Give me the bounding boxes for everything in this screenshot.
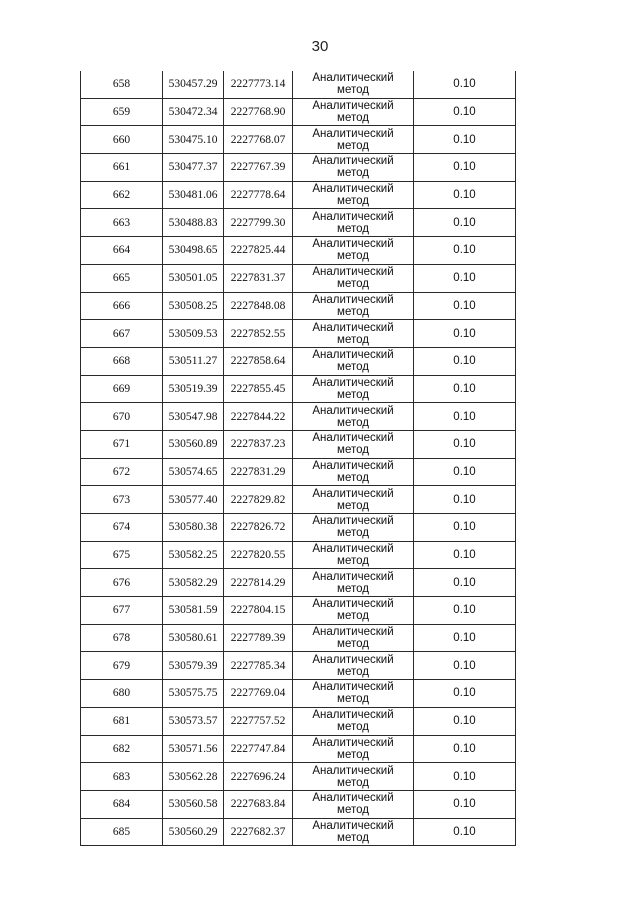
accuracy-cell: 0.10 — [414, 458, 516, 486]
method-label-line1: Аналитический — [312, 183, 394, 196]
method-label-line1: Аналитический — [312, 404, 394, 417]
table-row — [81, 375, 516, 403]
method-cell — [293, 680, 414, 708]
method-label-line2: метод — [337, 804, 369, 817]
y-coordinate-cell: 2227852.55 — [224, 320, 293, 348]
accuracy-cell: 0.10 — [414, 71, 516, 98]
point-number-cell: 683 — [81, 763, 163, 791]
point-number-cell: 662 — [81, 181, 163, 209]
point-number-cell: 685 — [81, 818, 163, 846]
table-row — [81, 320, 516, 348]
method-cell — [293, 790, 414, 818]
method-label-line2: метод — [337, 638, 369, 651]
method-label-line2: метод — [337, 278, 369, 291]
y-coordinate-cell: 2227829.82 — [224, 486, 293, 514]
method-cell — [293, 209, 414, 237]
x-coordinate-cell: 530509.53 — [163, 320, 224, 348]
accuracy-cell: 0.10 — [414, 237, 516, 265]
method-label-line2: метод — [337, 416, 369, 429]
method-cell — [293, 735, 414, 763]
method-label-line1: Аналитический — [312, 321, 394, 334]
y-coordinate-cell: 2227785.34 — [224, 652, 293, 680]
point-number-cell: 659 — [81, 98, 163, 126]
y-coordinate-cell: 2227773.14 — [224, 71, 293, 98]
method-label-line2: метод — [337, 748, 369, 761]
accuracy-cell: 0.10 — [414, 430, 516, 458]
y-coordinate-cell: 2227825.44 — [224, 237, 293, 265]
table-row — [81, 818, 516, 846]
accuracy-cell: 0.10 — [414, 181, 516, 209]
point-number-cell: 658 — [81, 71, 163, 98]
accuracy-cell: 0.10 — [414, 126, 516, 154]
y-coordinate-cell: 2227814.29 — [224, 569, 293, 597]
y-coordinate-cell: 2227826.72 — [224, 514, 293, 542]
method-label-line1: Аналитический — [312, 238, 394, 251]
method-label-line2: метод — [337, 195, 369, 208]
x-coordinate-cell: 530560.58 — [163, 790, 224, 818]
method-label-line1: Аналитический — [312, 155, 394, 168]
x-coordinate-cell: 530582.29 — [163, 569, 224, 597]
method-label-line1: Аналитический — [312, 819, 394, 832]
y-coordinate-cell: 2227858.64 — [224, 347, 293, 375]
method-label-line1: Аналитический — [312, 626, 394, 639]
method-label-line1: Аналитический — [312, 570, 394, 583]
x-coordinate-cell: 530562.28 — [163, 763, 224, 791]
accuracy-cell: 0.10 — [414, 320, 516, 348]
method-label-line2: метод — [337, 388, 369, 401]
method-cell — [293, 126, 414, 154]
x-coordinate-cell: 530560.29 — [163, 818, 224, 846]
method-cell — [293, 71, 414, 98]
method-label-line1: Аналитический — [312, 681, 394, 694]
method-label-line2: метод — [337, 167, 369, 180]
table-row — [81, 486, 516, 514]
point-number-cell: 675 — [81, 541, 163, 569]
method-cell — [293, 375, 414, 403]
accuracy-cell: 0.10 — [414, 514, 516, 542]
x-coordinate-cell: 530475.10 — [163, 126, 224, 154]
method-cell — [293, 486, 414, 514]
y-coordinate-cell: 2227767.39 — [224, 154, 293, 182]
method-label-line1: Аналитический — [312, 709, 394, 722]
point-number-cell: 670 — [81, 403, 163, 431]
method-label-line1: Аналитический — [312, 266, 394, 279]
x-coordinate-cell: 530581.59 — [163, 597, 224, 625]
table-row — [81, 264, 516, 292]
point-number-cell: 682 — [81, 735, 163, 763]
accuracy-cell: 0.10 — [414, 569, 516, 597]
point-number-cell: 676 — [81, 569, 163, 597]
method-label-line1: Аналитический — [312, 210, 394, 223]
y-coordinate-cell: 2227804.15 — [224, 597, 293, 625]
method-label-line1: Аналитический — [312, 792, 394, 805]
y-coordinate-cell: 2227768.90 — [224, 98, 293, 126]
table-row — [81, 652, 516, 680]
method-cell — [293, 597, 414, 625]
table-row — [81, 430, 516, 458]
method-cell — [293, 347, 414, 375]
method-label-line2: метод — [337, 139, 369, 152]
x-coordinate-cell: 530575.75 — [163, 680, 224, 708]
method-cell — [293, 514, 414, 542]
method-label-line1: Аналитический — [312, 764, 394, 777]
table-row — [81, 763, 516, 791]
table-row — [81, 403, 516, 431]
method-label-line1: Аналитический — [312, 376, 394, 389]
method-cell — [293, 458, 414, 486]
method-label-line2: метод — [337, 305, 369, 318]
method-label-line2: метод — [337, 222, 369, 235]
y-coordinate-cell: 2227696.24 — [224, 763, 293, 791]
method-cell — [293, 763, 414, 791]
accuracy-cell: 0.10 — [414, 680, 516, 708]
x-coordinate-cell: 530477.37 — [163, 154, 224, 182]
method-label-line2: метод — [337, 471, 369, 484]
method-cell — [293, 652, 414, 680]
point-number-cell: 671 — [81, 430, 163, 458]
accuracy-cell: 0.10 — [414, 375, 516, 403]
y-coordinate-cell: 2227799.30 — [224, 209, 293, 237]
method-label-line2: метод — [337, 84, 369, 97]
method-label-line1: Аналитический — [312, 487, 394, 500]
point-number-cell: 680 — [81, 680, 163, 708]
x-coordinate-cell: 530560.89 — [163, 430, 224, 458]
y-coordinate-cell: 2227769.04 — [224, 680, 293, 708]
method-cell — [293, 624, 414, 652]
accuracy-cell: 0.10 — [414, 763, 516, 791]
x-coordinate-cell: 530519.39 — [163, 375, 224, 403]
table-row — [81, 514, 516, 542]
table-row — [81, 569, 516, 597]
x-coordinate-cell: 530511.27 — [163, 347, 224, 375]
accuracy-cell: 0.10 — [414, 735, 516, 763]
method-label-line1: Аналитический — [312, 736, 394, 749]
x-coordinate-cell: 530547.98 — [163, 403, 224, 431]
point-number-cell: 673 — [81, 486, 163, 514]
point-number-cell: 681 — [81, 707, 163, 735]
x-coordinate-cell: 530580.38 — [163, 514, 224, 542]
table-row — [81, 181, 516, 209]
table-row — [81, 680, 516, 708]
method-label-line1: Аналитический — [312, 459, 394, 472]
x-coordinate-cell: 530573.57 — [163, 707, 224, 735]
method-cell — [293, 320, 414, 348]
method-label-line1: Аналитический — [312, 127, 394, 140]
point-number-cell: 677 — [81, 597, 163, 625]
x-coordinate-cell: 530579.39 — [163, 652, 224, 680]
method-label-line2: метод — [337, 361, 369, 374]
point-number-cell: 674 — [81, 514, 163, 542]
method-label-line2: метод — [337, 665, 369, 678]
point-number-cell: 668 — [81, 347, 163, 375]
accuracy-cell: 0.10 — [414, 790, 516, 818]
x-coordinate-cell: 530571.56 — [163, 735, 224, 763]
x-coordinate-cell: 530580.61 — [163, 624, 224, 652]
x-coordinate-cell: 530488.83 — [163, 209, 224, 237]
method-cell — [293, 707, 414, 735]
accuracy-cell: 0.10 — [414, 292, 516, 320]
y-coordinate-cell: 2227747.84 — [224, 735, 293, 763]
accuracy-cell: 0.10 — [414, 209, 516, 237]
method-label-line1: Аналитический — [312, 598, 394, 611]
y-coordinate-cell: 2227820.55 — [224, 541, 293, 569]
point-number-cell: 679 — [81, 652, 163, 680]
method-cell — [293, 292, 414, 320]
accuracy-cell: 0.10 — [414, 597, 516, 625]
method-cell — [293, 181, 414, 209]
coordinates-table-body — [81, 71, 516, 846]
y-coordinate-cell: 2227855.45 — [224, 375, 293, 403]
x-coordinate-cell: 530574.65 — [163, 458, 224, 486]
x-coordinate-cell: 530498.65 — [163, 237, 224, 265]
table-row — [81, 735, 516, 763]
point-number-cell: 669 — [81, 375, 163, 403]
accuracy-cell: 0.10 — [414, 624, 516, 652]
method-cell — [293, 237, 414, 265]
x-coordinate-cell: 530481.06 — [163, 181, 224, 209]
method-label-line2: метод — [337, 527, 369, 540]
method-cell — [293, 430, 414, 458]
accuracy-cell: 0.10 — [414, 541, 516, 569]
table-row — [81, 126, 516, 154]
method-label-line2: метод — [337, 250, 369, 263]
method-label-line2: метод — [337, 499, 369, 512]
point-number-cell: 666 — [81, 292, 163, 320]
method-label-line1: Аналитический — [312, 653, 394, 666]
accuracy-cell: 0.10 — [414, 707, 516, 735]
y-coordinate-cell: 2227757.52 — [224, 707, 293, 735]
method-label-line2: метод — [337, 776, 369, 789]
method-cell — [293, 569, 414, 597]
y-coordinate-cell: 2227837.23 — [224, 430, 293, 458]
y-coordinate-cell: 2227768.07 — [224, 126, 293, 154]
y-coordinate-cell: 2227682.37 — [224, 818, 293, 846]
method-label-line2: метод — [337, 831, 369, 844]
method-label-line1: Аналитический — [312, 349, 394, 362]
point-number-cell: 661 — [81, 154, 163, 182]
table-row — [81, 292, 516, 320]
page-number: 30 — [311, 38, 329, 55]
method-label-line2: метод — [337, 444, 369, 457]
method-label-line1: Аналитический — [312, 293, 394, 306]
table-row — [81, 707, 516, 735]
method-cell — [293, 264, 414, 292]
accuracy-cell: 0.10 — [414, 347, 516, 375]
table-row — [81, 597, 516, 625]
coordinates-table — [80, 71, 516, 846]
method-cell — [293, 403, 414, 431]
point-number-cell: 660 — [81, 126, 163, 154]
table-row — [81, 209, 516, 237]
method-label-line2: метод — [337, 693, 369, 706]
accuracy-cell: 0.10 — [414, 98, 516, 126]
point-number-cell: 667 — [81, 320, 163, 348]
method-label-line1: Аналитический — [312, 72, 394, 85]
method-label-line2: метод — [337, 555, 369, 568]
y-coordinate-cell: 2227831.37 — [224, 264, 293, 292]
table-row — [81, 237, 516, 265]
method-label-line1: Аналитический — [312, 100, 394, 113]
point-number-cell: 665 — [81, 264, 163, 292]
method-label-line2: метод — [337, 610, 369, 623]
accuracy-cell: 0.10 — [414, 403, 516, 431]
point-number-cell: 663 — [81, 209, 163, 237]
x-coordinate-cell: 530472.34 — [163, 98, 224, 126]
y-coordinate-cell: 2227848.08 — [224, 292, 293, 320]
point-number-cell: 672 — [81, 458, 163, 486]
point-number-cell: 684 — [81, 790, 163, 818]
method-label-line1: Аналитический — [312, 543, 394, 556]
table-row — [81, 154, 516, 182]
accuracy-cell: 0.10 — [414, 818, 516, 846]
method-label-line2: метод — [337, 112, 369, 125]
accuracy-cell: 0.10 — [414, 154, 516, 182]
y-coordinate-cell: 2227789.39 — [224, 624, 293, 652]
method-label-line1: Аналитический — [312, 515, 394, 528]
x-coordinate-cell: 530457.29 — [163, 71, 224, 98]
method-cell — [293, 154, 414, 182]
table-row — [81, 458, 516, 486]
table-row — [81, 347, 516, 375]
y-coordinate-cell: 2227778.64 — [224, 181, 293, 209]
y-coordinate-cell: 2227844.22 — [224, 403, 293, 431]
method-label-line2: метод — [337, 333, 369, 346]
x-coordinate-cell: 530577.40 — [163, 486, 224, 514]
x-coordinate-cell: 530508.25 — [163, 292, 224, 320]
accuracy-cell: 0.10 — [414, 486, 516, 514]
point-number-cell: 678 — [81, 624, 163, 652]
accuracy-cell: 0.10 — [414, 652, 516, 680]
table-row — [81, 624, 516, 652]
y-coordinate-cell: 2227683.84 — [224, 790, 293, 818]
table-row — [81, 98, 516, 126]
point-number-cell: 664 — [81, 237, 163, 265]
x-coordinate-cell: 530501.05 — [163, 264, 224, 292]
method-cell — [293, 818, 414, 846]
method-label-line2: метод — [337, 582, 369, 595]
method-cell — [293, 98, 414, 126]
table-row — [81, 71, 516, 98]
method-label-line1: Аналитический — [312, 432, 394, 445]
accuracy-cell: 0.10 — [414, 264, 516, 292]
method-label-line2: метод — [337, 721, 369, 734]
x-coordinate-cell: 530582.25 — [163, 541, 224, 569]
y-coordinate-cell: 2227831.29 — [224, 458, 293, 486]
method-cell — [293, 541, 414, 569]
table-row — [81, 541, 516, 569]
table-row — [81, 790, 516, 818]
